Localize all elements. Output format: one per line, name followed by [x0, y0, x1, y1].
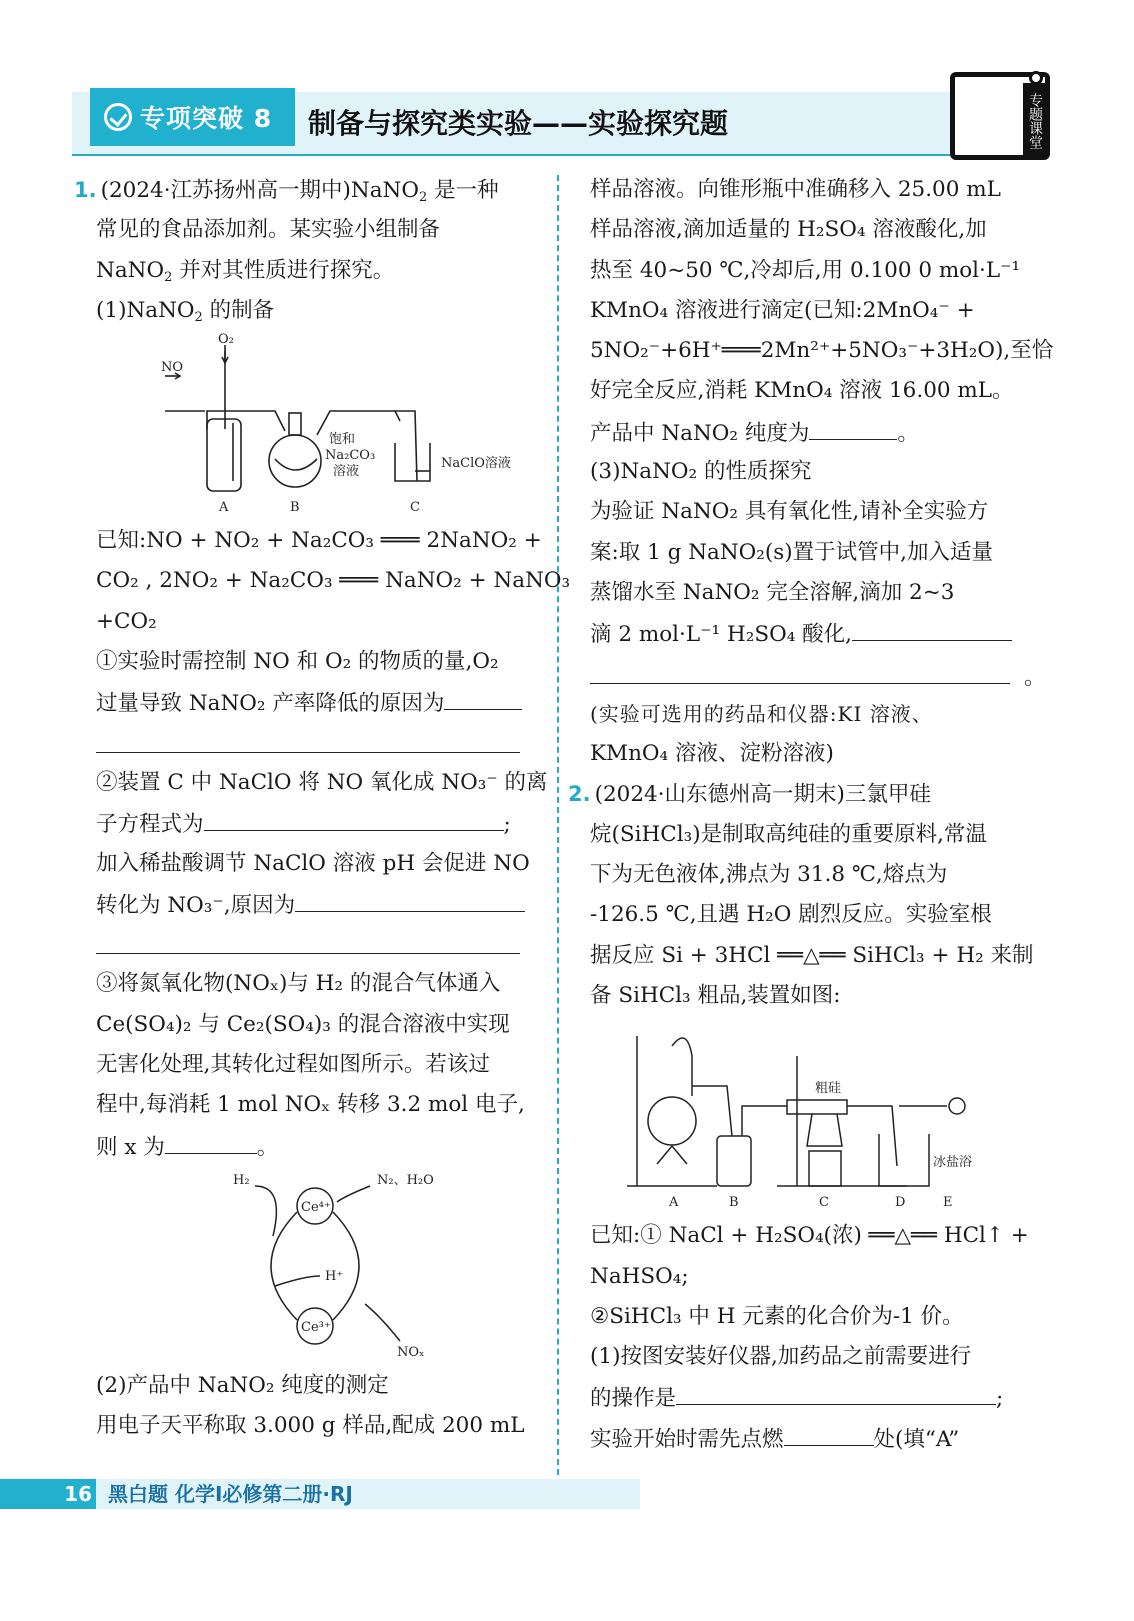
r-line-9: 为验证 NaNO₂ 具有氧化性,请补全实验方	[590, 499, 989, 525]
r-note-2: KMnO₄ 溶液、淀粉溶液)	[590, 741, 834, 767]
r-line-2: 样品溶液,滴加适量的 H₂SO₄ 溶液酸化,加	[590, 217, 987, 243]
known-line-1: 已知:NO + NO₂ + Na₂CO₃ ═══ 2NaNO₂ +	[96, 528, 542, 554]
topic-tab	[950, 72, 1050, 160]
r-line-3: 热至 40~50 ℃,冷却后,用 0.100 0 mol·L⁻¹	[590, 257, 1021, 283]
part2-title: (2)产品中 NaNO₂ 纯度的测定	[96, 1372, 389, 1398]
label-crude-si: 粗硅	[815, 1081, 842, 1097]
page-footer	[0, 1479, 640, 1509]
label-b: B	[290, 500, 300, 516]
label-ce3: Ce³⁺	[301, 1319, 331, 1335]
section-badge	[90, 88, 295, 146]
sub2-line-1: ②装置 C 中 NaClO 将 NO 氧化成 NO₃⁻ 的离	[96, 769, 548, 795]
q2-known-3: ②SiHCl₃ 中 H 元素的化合价为-1 价。	[590, 1303, 964, 1329]
answer-blank[interactable]	[96, 924, 520, 954]
conversion-cycle-figure	[165, 1166, 465, 1366]
answer-blank[interactable]	[590, 654, 1010, 684]
label-b: B	[729, 1195, 739, 1211]
q2-known-1: 已知:① NaCl + H₂SO₄(浓) ══△══ HCl↑ +	[590, 1223, 1029, 1249]
q2-part1-2: 的操作是 ;	[590, 1377, 1024, 1417]
badge-label: 专项突破 8	[140, 104, 273, 133]
sub2-line-5	[96, 924, 534, 964]
sub3-line-1: ③将氮氧化物(NOₓ)与 H₂ 的混合气体通入	[96, 971, 501, 997]
q2-line-2: 烷(SiHCl₃)是制取高纯硅的重要原料,常温	[590, 821, 987, 847]
known-line-3: +CO₂	[96, 608, 157, 634]
sub1-line-3	[96, 723, 534, 763]
answer-blank[interactable]	[784, 1418, 874, 1446]
label-h2: H₂	[233, 1172, 250, 1188]
answer-blank[interactable]	[444, 682, 522, 710]
sub3-line-2: Ce(SO₄)₂ 与 Ce₂(SO₄)₃ 的混合溶液中实现	[96, 1011, 510, 1037]
sub2-line-4: 转化为 NO₃⁻,原因为	[96, 884, 534, 924]
question-number: 2.	[568, 782, 591, 807]
right-column	[568, 170, 1054, 1458]
label-na2co3: Na₂CO₃	[325, 448, 376, 464]
label-e: E	[943, 1195, 953, 1211]
label-o2: O₂	[218, 332, 234, 348]
q2-line-3: 下为无色液体,沸点为 31.8 ℃,熔点为	[590, 862, 948, 888]
label-a: A	[669, 1195, 679, 1211]
r-line-4: KMnO₄ 溶液进行滴定(已知:2MnO₄⁻ +	[590, 297, 975, 323]
q2-line-4: -126.5 ℃,且遇 H₂O 剧烈反应。实验室根	[590, 902, 992, 928]
sub2-line-2: 子方程式为 ;	[96, 803, 534, 843]
r-line-6: 好完全反应,消耗 KMnO₄ 溶液 16.00 mL。	[590, 378, 1014, 404]
question-number: 1.	[74, 178, 97, 202]
answer-blank[interactable]	[165, 1126, 257, 1154]
r-line-11: 蒸馏水至 NaNO₂ 完全溶解,滴加 2~3	[590, 579, 955, 605]
label-hplus: H⁺	[325, 1268, 344, 1284]
label-d: D	[895, 1195, 906, 1211]
r-note-1: (实验可选用的药品和仪器:KI 溶液、	[590, 701, 933, 726]
answer-blank[interactable]	[809, 412, 897, 440]
gear-icon	[1029, 71, 1043, 85]
q1-line-1: 1. (2024·江苏扬州高一期中)NaNO$_2$ 是一种	[74, 178, 499, 205]
sub1-line-2: 过量导致 NaNO₂ 产率降低的原因为	[96, 682, 534, 722]
r-line-10: 案:取 1 g NaNO₂(s)置于试管中,加入适量	[590, 539, 994, 565]
r-line-blank: 。	[590, 654, 1024, 694]
label-c: C	[819, 1195, 829, 1211]
check-circle-icon	[104, 103, 132, 131]
sub1-line-1: ①实验时需控制 NO 和 O₂ 的物质的量,O₂	[96, 649, 499, 675]
sub3-line-4: 程中,每消耗 1 mol NOₓ 转移 3.2 mol 电子,	[96, 1092, 525, 1118]
label-no: NO	[161, 360, 184, 376]
left-column	[74, 170, 571, 1447]
q2-known-2: NaHSO₄;	[590, 1263, 689, 1289]
part2-line-1: 用电子天平称取 3.000 g 样品,配成 200 mL	[96, 1413, 525, 1439]
label-ice-bath: 冰盐浴	[933, 1155, 973, 1171]
answer-blank[interactable]	[204, 803, 504, 831]
book-title: 黑白题 化学I必修第二册·RJ	[108, 1482, 353, 1506]
label-c: C	[410, 500, 420, 516]
q1-line-3: NaNO$_2$ 并对其性质进行探究。	[96, 257, 395, 285]
column-divider	[557, 175, 559, 1485]
q2-part1-3: 实验开始时需先点燃 处(填“A”	[590, 1418, 1024, 1458]
q2-part1-1: (1)按图安装好仪器,加药品之前需要进行	[590, 1344, 972, 1370]
r-line-7: 产品中 NaNO₂ 纯度为 。	[590, 412, 1024, 452]
sub2-line-3: 加入稀盐酸调节 NaClO 溶液 pH 会促进 NO	[96, 850, 530, 876]
page-number: 16	[0, 1479, 96, 1509]
answer-blank[interactable]	[295, 884, 525, 912]
section-title: 制备与探究类实验——实验探究题	[308, 107, 729, 140]
sub3-line-5: 则 x 为 。	[96, 1126, 534, 1166]
label-n2-h2o: N₂、H₂O	[377, 1172, 434, 1188]
apparatus-figure-1	[125, 331, 511, 521]
label-a: A	[219, 500, 229, 516]
label-saturated: 饱和	[329, 432, 356, 448]
topic-tab-label: 专题课堂	[1023, 83, 1047, 159]
label-ce4: Ce⁴⁺	[301, 1199, 331, 1215]
label-nox: NOₓ	[397, 1344, 425, 1360]
q1-part1-title: (1)NaNO$_2$ 的制备	[96, 297, 275, 325]
answer-blank[interactable]	[676, 1377, 996, 1405]
r-line-5: 5NO₂⁻+6H⁺═══2Mn²⁺+5NO₃⁻+3H₂O),至恰	[590, 338, 1054, 364]
label-solution: 溶液	[333, 464, 360, 480]
answer-blank[interactable]	[96, 723, 520, 753]
answer-blank[interactable]	[852, 613, 1012, 641]
q2-line-5: 据反应 Si + 3HCl ══△══ SiHCl₃ + H₂ 来制	[590, 942, 1034, 968]
sub3-line-3: 无害化处理,其转化过程如图所示。若该过	[96, 1052, 490, 1078]
apparatus-figure-2	[617, 1016, 997, 1216]
label-naclo: NaClO溶液	[441, 456, 511, 472]
r-line-12: 滴 2 mol·L⁻¹ H₂SO₄ 酸化,	[590, 613, 1024, 653]
part3-title: (3)NaNO₂ 的性质探究	[590, 459, 812, 485]
r-line-1: 样品溶液。向锥形瓶中准确移入 25.00 mL	[590, 177, 1001, 202]
q2-line-1: 2. (2024·山东德州高一期末)三氯甲硅	[568, 782, 931, 808]
section-header	[72, 92, 952, 156]
q2-line-6: 备 SiHCl₃ 粗品,装置如图:	[590, 982, 841, 1008]
known-line-2: CO₂ , 2NO₂ + Na₂CO₃ ═══ NaNO₂ + NaNO₃	[96, 568, 571, 594]
q1-line-2: 常见的食品添加剂。某实验小组制备	[96, 217, 441, 243]
